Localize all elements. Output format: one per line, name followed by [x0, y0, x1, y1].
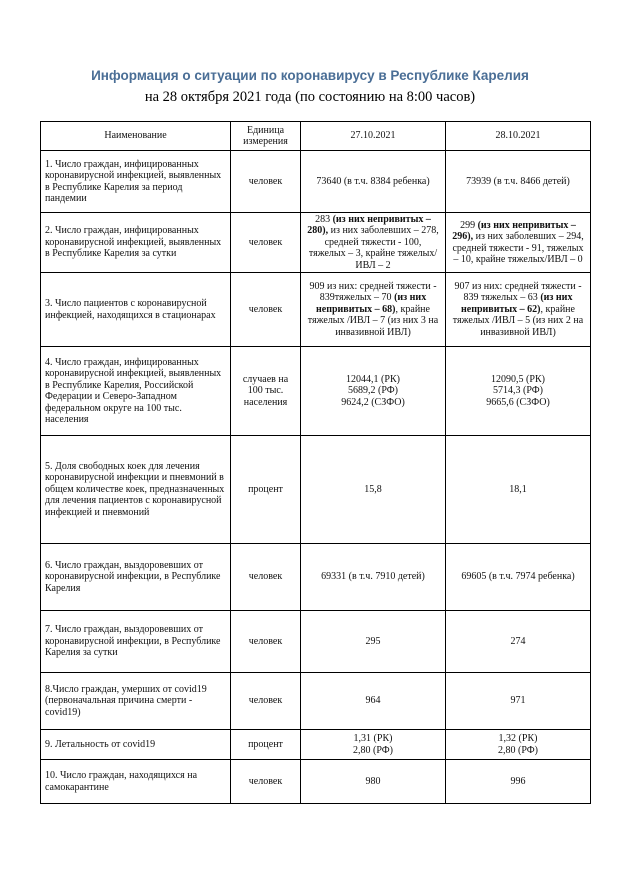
- value-line: 12044,1 (РК): [346, 373, 400, 385]
- table-row: [41, 436, 591, 544]
- value-line: 69331 (в т.ч. 7910 детей): [321, 571, 425, 583]
- row-name-cell: 6. Число граждан, выздоровевших от коронавирусной инфекции, в Республике Карелия: [41, 544, 231, 611]
- value-line: 996: [510, 775, 526, 787]
- row-unit-cell: процент: [231, 436, 301, 544]
- value-highlight: (из них непривитых – 280),: [307, 213, 431, 237]
- row-value-date-2: [446, 151, 591, 213]
- value-text: , крайне тяжелых /ИВЛ – 7 (из них 3 на инвазивной ИВЛ): [307, 303, 439, 338]
- value-line: 964: [365, 695, 381, 707]
- row-name-cell: 9. Летальность от covid19: [41, 730, 231, 760]
- row-unit-cell: человек: [231, 760, 301, 804]
- row-name-cell: 1. Число граждан, инфицированных коронавирусной инфекцией, выявленных в Республике Карелия за период пандемии: [41, 151, 231, 213]
- row-value-date-2: [446, 213, 591, 273]
- row-value-date-1: [301, 436, 446, 544]
- table-row: [41, 273, 591, 347]
- value-line: 980: [365, 775, 381, 787]
- value-line: 971: [510, 695, 526, 707]
- row-name-cell: 8.Число граждан, умерших от covid19 (первоначальная причина смерти - covid19): [41, 673, 231, 730]
- row-value-date-2: [446, 760, 591, 804]
- row-value-date-2: [446, 611, 591, 673]
- row-value-date-1: [301, 673, 446, 730]
- page-subtitle: на 28 октября 2021 года (по состоянию на 8:00 часов): [144, 89, 476, 105]
- value-highlight: (из них непривитых – 62): [461, 292, 573, 315]
- column-header-date-1: 27.10.2021: [301, 122, 446, 151]
- table-row: [41, 213, 591, 273]
- value-line: 5689,2 (РФ): [348, 385, 398, 397]
- value-text: , крайне тяжелых /ИВЛ – 5 (из них 2 на инвазивной ИВЛ): [452, 303, 584, 338]
- table-row: [41, 151, 591, 213]
- value-text: 283: [315, 213, 333, 225]
- value-line: 5714,3 (РФ): [493, 385, 543, 397]
- value-text: 909 из них: средней тяжести - 839тяжелых – 70: [309, 280, 437, 304]
- row-name-cell: 3. Число пациентов с коронавирусной инфекцией, находящихся в стационарах: [41, 273, 231, 347]
- table-row: [41, 760, 591, 804]
- table-row: [41, 730, 591, 760]
- row-value-date-2: [446, 273, 591, 347]
- value-line: 9624,2 (СЗФО): [341, 396, 405, 408]
- value-line: 9665,6 (СЗФО): [486, 396, 550, 408]
- row-value-date-2: [446, 436, 591, 544]
- value-text: из них заболевших – 294, средней тяжести - 91, тяжелых – 10, крайне тяжелых/ИВЛ – 0: [452, 231, 584, 265]
- row-name-cell: 5. Доля свободных коек для лечения коронавирусной инфекции и пневмоний в общем количестве коек, предназначенных для лечения пациентов с коронавирусной инфекцией и пневмоний: [41, 436, 231, 544]
- table-row: [41, 673, 591, 730]
- value-line: 2,80 (РФ): [353, 744, 393, 756]
- table-row: [41, 544, 591, 611]
- row-unit-cell: человек: [231, 151, 301, 213]
- value-text: 299: [460, 219, 478, 231]
- row-value-date-1: [301, 151, 446, 213]
- value-line: 1,31 (РК): [353, 733, 393, 744]
- value-line: 2,80 (РФ): [498, 744, 538, 756]
- covid-report-table: [40, 121, 591, 804]
- value-text: 907 из них: средней тяжести - 839 тяжелых – 63: [454, 280, 582, 304]
- table-row: [41, 347, 591, 436]
- row-name-cell: 10. Число граждан, находящихся на самокарантине: [41, 760, 231, 804]
- row-value-date-1: [301, 273, 446, 347]
- page-title: Информация о ситуации по коронавирусу в Республике Карелия: [91, 68, 529, 83]
- row-value-date-1: [301, 544, 446, 611]
- value-highlight: (из них непривитых – 68): [316, 292, 427, 315]
- table-row: [41, 611, 591, 673]
- row-unit-cell: случаев на 100 тыс. населения: [231, 347, 301, 436]
- row-unit-cell: человек: [231, 273, 301, 347]
- row-name-cell: 7. Число граждан, выздоровевших от коронавирусной инфекции, в Республике Карелия за сутки: [41, 611, 231, 673]
- row-unit-cell: человек: [231, 673, 301, 730]
- row-value-date-1: [301, 760, 446, 804]
- row-value-date-2: [446, 673, 591, 730]
- value-text: из них заболевших – 278, средней тяжести - 100, тяжелых – 3, крайне тяжелых/ИВЛ – 2: [308, 225, 439, 271]
- column-header-name: Наименование: [41, 122, 231, 151]
- row-value-date-2: [446, 730, 591, 760]
- value-line: 15,8: [364, 483, 382, 495]
- row-unit-cell: процент: [231, 730, 301, 760]
- value-line: 1,32 (РК): [498, 733, 538, 744]
- row-unit-cell: человек: [231, 544, 301, 611]
- row-unit-cell: человек: [231, 213, 301, 273]
- row-unit-cell: человек: [231, 611, 301, 673]
- column-header-unit: Единица измерения: [231, 122, 301, 151]
- row-value-date-2: [446, 544, 591, 611]
- value-line: 18,1: [509, 483, 527, 495]
- value-highlight: (из них непривитых – 296),: [452, 219, 576, 242]
- row-value-date-1: [301, 730, 446, 760]
- row-value-date-1: [301, 611, 446, 673]
- value-line: 12090,5 (РК): [491, 373, 545, 385]
- row-value-date-1: [301, 213, 446, 273]
- row-name-cell: 2. Число граждан, инфицированных коронавирусной инфекцией, выявленных в Республике Карелия за сутки: [41, 213, 231, 273]
- value-line: 295: [365, 635, 381, 647]
- row-name-cell: 4. Число граждан, инфицированных коронавирусной инфекцией, выявленных в Республике Карелия, Российской Федерации и Северо-Западном федеральном округе на 100 тыс. населения: [41, 347, 231, 436]
- column-header-date-2: 28.10.2021: [446, 122, 591, 151]
- row-value-date-2: [446, 347, 591, 436]
- row-value-date-1: [301, 347, 446, 436]
- value-line: 69605 (в т.ч. 7974 ребенка): [461, 571, 575, 583]
- value-line: 274: [510, 635, 526, 647]
- value-line: 73640 (в т.ч. 8384 ребенка): [316, 175, 430, 187]
- table-header-row: [41, 122, 591, 151]
- value-line: 73939 (в т.ч. 8466 детей): [466, 175, 570, 187]
